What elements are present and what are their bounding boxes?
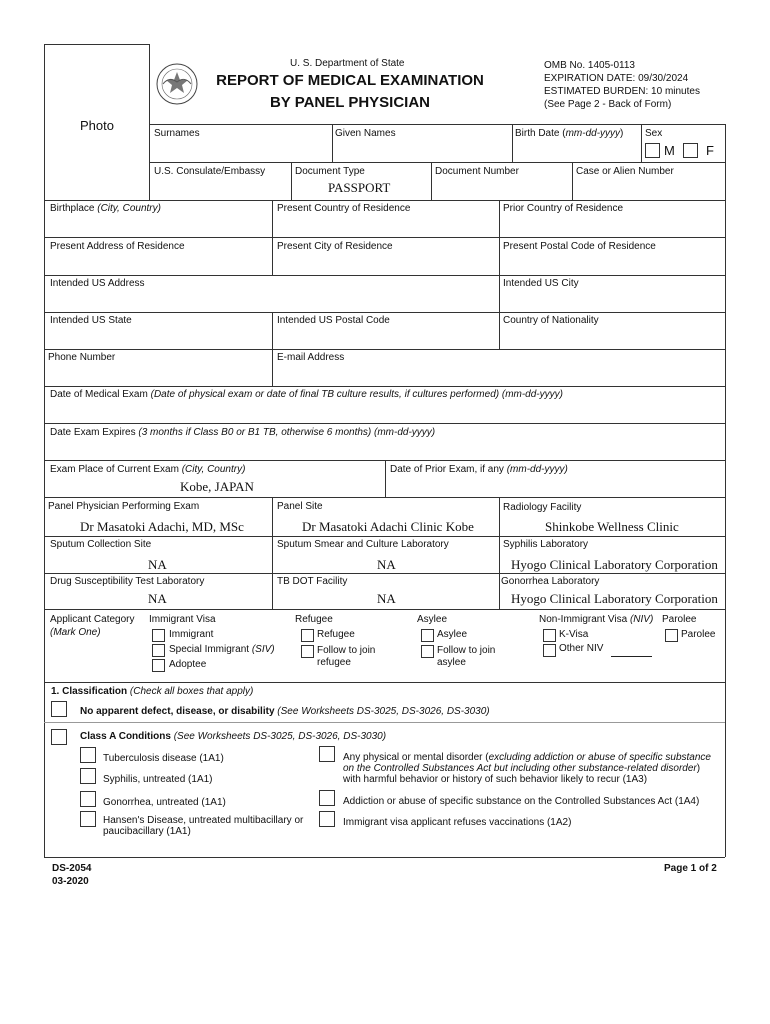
follow-join-refugee-label-2: refugee [317, 657, 351, 668]
us-city-label: Intended US City [503, 278, 579, 289]
sex-f-label: F [706, 143, 714, 158]
special-immigrant-checkbox[interactable] [152, 644, 165, 657]
form-title-line2: BY PANEL PHYSICIAN [269, 94, 431, 111]
sputum-smear-value[interactable]: NA [377, 557, 396, 572]
photo-box-top [44, 44, 149, 45]
radiology-label: Radiology Facility [503, 502, 582, 513]
refugee-label: Refugee [317, 629, 355, 640]
drug-lab-value[interactable]: NA [148, 591, 167, 606]
exam-place-label: Exam Place of Current Exam (City, Country) [50, 464, 246, 475]
follow-join-refugee-label: Follow to join [317, 645, 376, 656]
class-a-label: Class A Conditions (See Worksheets DS-3025, DS-3026, DS-3030) [80, 731, 387, 742]
disorder-label-2: on the Controlled Substances Act but including other substance-related disorder) [343, 763, 701, 774]
follow-join-asylee-checkbox[interactable] [421, 645, 434, 658]
parolee-label: Parolee [681, 629, 716, 640]
hansens-label: Hansen's Disease, untreated multibacillary or [103, 815, 304, 826]
us-address-label: Intended US Address [50, 278, 145, 289]
immigrant-checkbox[interactable] [152, 629, 165, 642]
physician-label: Panel Physician Performing Exam [48, 501, 200, 512]
expiration-date: EXPIRATION DATE: 09/30/2024 [544, 73, 689, 84]
gonorrhea-label: Gonorrhea, untreated (1A1) [103, 797, 226, 808]
form-id: DS-2054 [52, 863, 92, 874]
gonorrhea-lab-value[interactable]: Hyogo Clinical Laboratory Corporation [511, 591, 718, 606]
document-type-value[interactable]: PASSPORT [328, 180, 391, 195]
disorder-label: Any physical or mental disorder (excluding addiction or abuse of specific substance [343, 752, 711, 763]
applicant-category-label: Applicant Category [50, 614, 135, 625]
other-niv-label: Other NIV [559, 643, 604, 654]
tb-checkbox[interactable] [80, 747, 96, 763]
sex-m-label: M [664, 143, 675, 158]
parolee-checkbox[interactable] [665, 629, 678, 642]
page-number: Page 1 of 2 [664, 863, 717, 874]
k-visa-checkbox[interactable] [543, 629, 556, 642]
sex-f-checkbox[interactable] [683, 143, 698, 158]
no-defect-checkbox[interactable] [51, 701, 67, 717]
hansens-checkbox[interactable] [80, 811, 96, 827]
case-number-label: Case or Alien Number [576, 166, 674, 177]
department-seal [155, 62, 199, 106]
department-label: U. S. Department of State [290, 58, 405, 69]
document-type-label: Document Type [295, 166, 365, 177]
consulate-label: U.S. Consulate/Embassy [154, 166, 266, 177]
exam-date-label: Date of Medical Exam (Date of physical exam or date of final TB culture results, if cultures performed) (mm-dd-yyyy) [50, 389, 563, 400]
vaccination-checkbox[interactable] [319, 811, 335, 827]
immigrant-visa-heading: Immigrant Visa [149, 614, 216, 625]
form-title-line1: REPORT OF MEDICAL EXAMINATION [216, 72, 484, 89]
frame-right [725, 124, 726, 857]
parolee-heading: Parolee [662, 614, 697, 625]
disorder-label-3: with harmful behavior or history of such behavior likely to recur (1A3) [343, 774, 648, 785]
vaccination-label: Immigrant visa applicant refuses vaccinations (1A2) [343, 817, 572, 828]
other-niv-checkbox[interactable] [543, 644, 556, 657]
photo-label: Photo [80, 118, 114, 133]
hansens-label-2: paucibacillary (1A1) [103, 826, 191, 837]
present-address-label: Present Address of Residence [50, 241, 185, 252]
sputum-collection-value[interactable]: NA [148, 557, 167, 572]
prior-exam-label: Date of Prior Exam, if any (mm-dd-yyyy) [390, 464, 568, 475]
email-label: E-mail Address [277, 352, 345, 363]
panel-site-label: Panel Site [277, 501, 323, 512]
present-postal-label: Present Postal Code of Residence [503, 241, 656, 252]
phone-label: Phone Number [48, 352, 116, 363]
panel-site-value[interactable]: Dr Masatoki Adachi Clinic Kobe [302, 519, 474, 534]
radiology-value[interactable]: Shinkobe Wellness Clinic [545, 519, 679, 534]
birthplace-label: Birthplace (City, Country) [50, 203, 161, 214]
refugee-heading: Refugee [295, 614, 333, 625]
tb-label: Tuberculosis disease (1A1) [103, 753, 224, 764]
follow-join-asylee-label: Follow to join [437, 645, 496, 656]
sputum-collection-label: Sputum Collection Site [50, 539, 152, 550]
mark-one-label: (Mark One) [50, 627, 101, 638]
tb-dot-value[interactable]: NA [377, 591, 396, 606]
syphilis-label: Syphilis, untreated (1A1) [103, 774, 213, 785]
adoptee-checkbox[interactable] [152, 659, 165, 672]
present-country-label: Present Country of Residence [277, 203, 411, 214]
nationality-label: Country of Nationality [503, 315, 599, 326]
given-names-label: Given Names [335, 128, 396, 139]
birth-date-label: Birth Date (mm-dd-yyyy) [515, 128, 624, 139]
sex-label: Sex [645, 128, 663, 139]
document-number-label: Document Number [435, 166, 519, 177]
refugee-checkbox[interactable] [301, 629, 314, 642]
frame-left [44, 200, 45, 857]
syphilis-lab-value[interactable]: Hyogo Clinical Laboratory Corporation [511, 557, 718, 572]
gonorrhea-lab-label: Gonorrhea Laboratory [501, 576, 600, 587]
follow-join-asylee-label-2: asylee [437, 657, 466, 668]
see-page-note: (See Page 2 - Back of Form) [544, 99, 672, 110]
other-niv-line [611, 656, 652, 657]
asylee-heading: Asylee [417, 614, 448, 625]
class-a-checkbox[interactable] [51, 729, 67, 745]
photo-box-left [44, 44, 45, 200]
niv-heading: Non-Immigrant Visa (NIV) [539, 614, 654, 625]
omb-number: OMB No. 1405-0113 [544, 60, 635, 71]
form-date: 03-2020 [52, 876, 89, 887]
syphilis-checkbox[interactable] [80, 768, 96, 784]
photo-box-right [149, 44, 150, 200]
gonorrhea-checkbox[interactable] [80, 791, 96, 807]
special-immigrant-label: Special Immigrant (SIV) [169, 644, 275, 655]
drug-lab-label: Drug Susceptibility Test Laboratory [50, 576, 205, 587]
us-postal-label: Intended US Postal Code [277, 315, 390, 326]
disorder-checkbox[interactable] [319, 746, 335, 762]
present-city-label: Present City of Residence [277, 241, 393, 252]
addiction-label: Addiction or abuse of specific substance on the Controlled Substances Act (1A4) [343, 796, 700, 807]
adoptee-label: Adoptee [169, 659, 207, 670]
classification-heading: 1. Classification (Check all boxes that apply) [51, 686, 254, 697]
exam-expires-label: Date Exam Expires (3 months if Class B0 or B1 TB, otherwise 6 months) (mm-dd-yyyy) [50, 427, 436, 438]
estimated-burden: ESTIMATED BURDEN: 10 minutes [544, 86, 700, 97]
asylee-label: Asylee [437, 629, 468, 640]
addiction-checkbox[interactable] [319, 790, 335, 806]
syphilis-lab-label: Syphilis Laboratory [503, 539, 589, 550]
immigrant-label: Immigrant [169, 629, 214, 640]
surnames-label: Surnames [154, 128, 200, 139]
follow-join-refugee-checkbox[interactable] [301, 645, 314, 658]
no-defect-label: No apparent defect, disease, or disability (See Worksheets DS-3025, DS-3026, DS-3030) [80, 706, 490, 717]
us-state-label: Intended US State [50, 315, 132, 326]
physician-value[interactable]: Dr Masatoki Adachi, MD, MSc [80, 519, 244, 534]
sputum-smear-label: Sputum Smear and Culture Laboratory [277, 539, 449, 550]
tb-dot-label: TB DOT Facility [277, 576, 348, 587]
asylee-checkbox[interactable] [421, 629, 434, 642]
exam-place-value[interactable]: Kobe, JAPAN [180, 479, 254, 494]
sex-m-checkbox[interactable] [645, 143, 660, 158]
k-visa-label: K-Visa [559, 629, 589, 640]
prior-country-label: Prior Country of Residence [503, 203, 624, 214]
